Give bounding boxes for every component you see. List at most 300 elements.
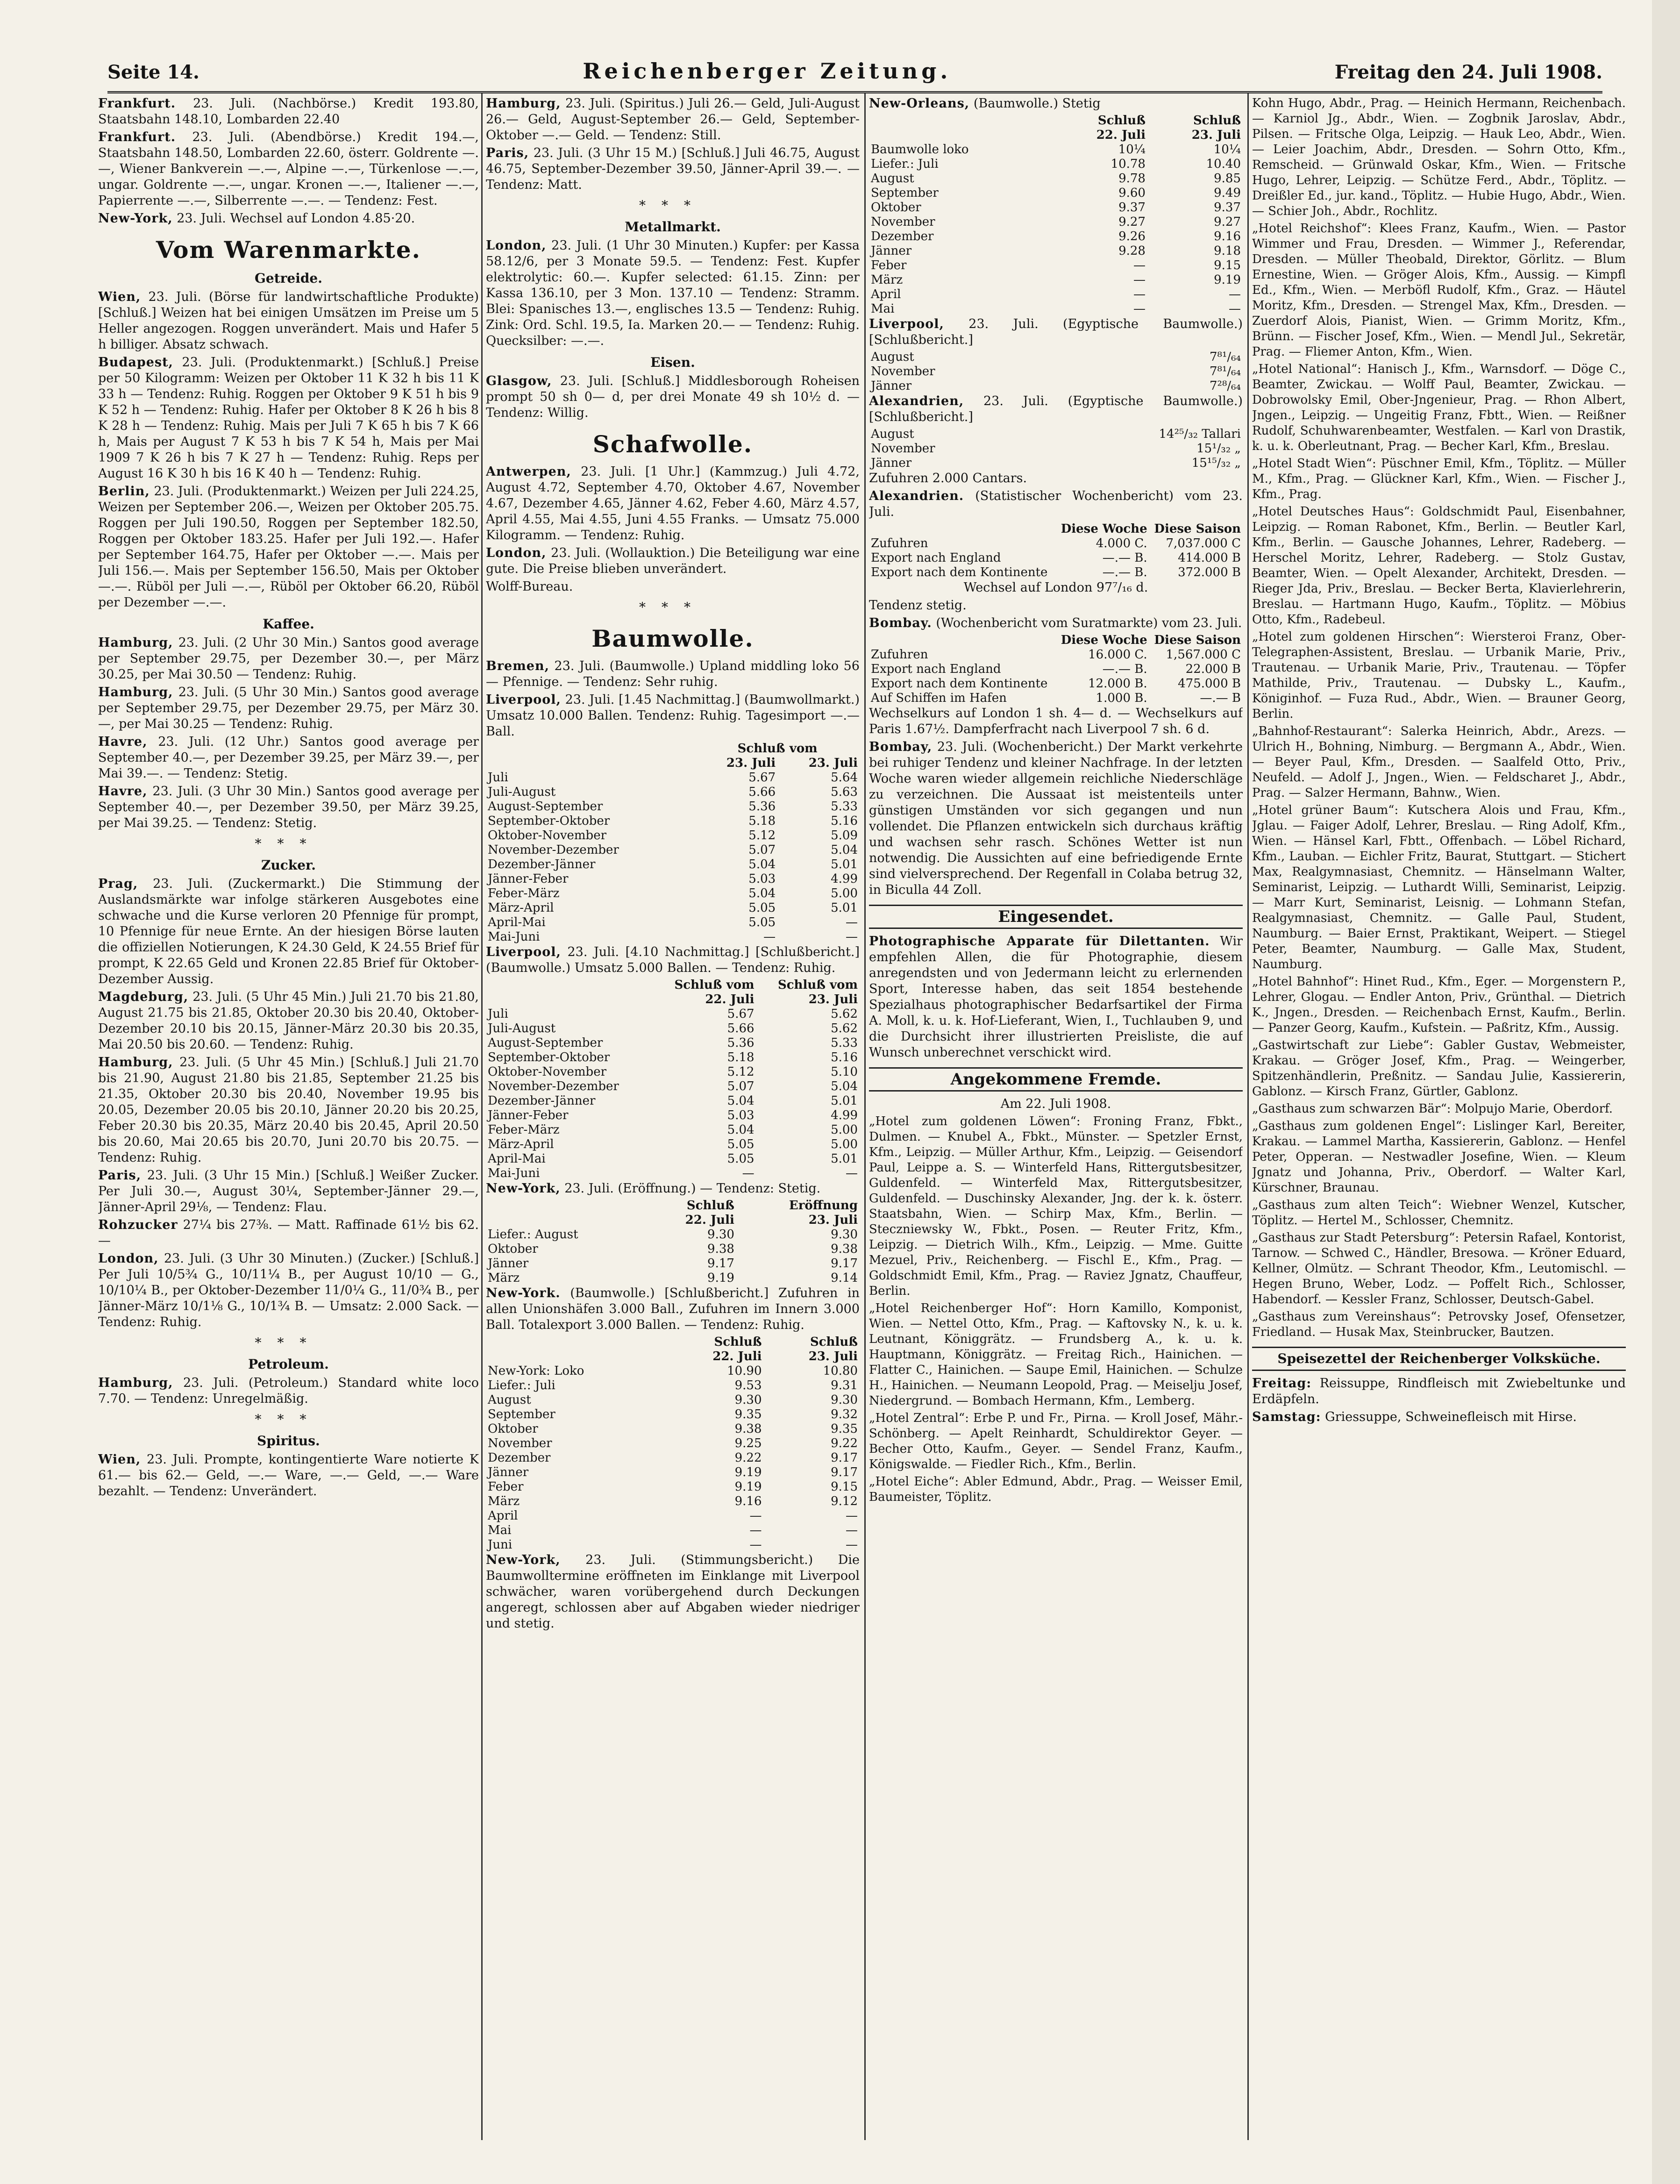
row-label: November-Dezember — [488, 843, 619, 857]
row-label: April — [871, 287, 901, 301]
table-row — [486, 1152, 860, 1166]
row-label: März-April — [488, 901, 554, 915]
price-cell: 10.40 — [1206, 157, 1241, 171]
price-cell: 5.05 — [748, 915, 776, 929]
subsection-title: Zucker. — [261, 857, 316, 873]
price-cell: — — [749, 1523, 762, 1537]
price-cell: 5.04 — [831, 843, 858, 857]
table-row — [869, 287, 1243, 302]
list-date: Am 22. Juli 1908. — [1000, 1097, 1111, 1111]
report-item: New-Orleans, (Baumwolle.) Stetig — [869, 96, 1101, 111]
price-cell: 5.01 — [831, 1152, 858, 1166]
row-label: Oktober-November — [488, 828, 607, 842]
table-row — [486, 886, 860, 901]
price-cell: 5.66 — [727, 1021, 755, 1035]
price-cell: 12.000 B. — [1088, 677, 1147, 691]
row-label: März — [871, 273, 903, 287]
price-cell: 9.17 — [707, 1256, 734, 1270]
price-cell: —.— B — [1200, 691, 1241, 705]
masthead — [107, 58, 1602, 93]
price-cell: — — [846, 1166, 858, 1180]
row-label: Zufuhren — [871, 536, 928, 550]
table-row — [869, 186, 1243, 200]
table-row — [869, 350, 1243, 364]
report-item: Paris, 23. Juli. (3 Uhr 15 M.) [Schluß.] Juli 46.75, August 46.75, September-Dezember 39.50, Jänner-April 39.—. — Tendenz: Matt. — [486, 146, 860, 192]
price-cell: 9.19 — [707, 1271, 734, 1285]
price-cell: 5.16 — [831, 814, 858, 828]
table-row — [486, 1007, 860, 1021]
report-item: Paris, 23. Juli. (3 Uhr 15 Min.) [Schluß.] Weißer Zucker. Per Juli 30.—, August 30¼, September-Jänner 29.—, Jänner-April 29⅛, — Tendenz: Flau. — [98, 1168, 479, 1214]
price-cell: 5.05 — [727, 1152, 755, 1166]
table-row — [869, 691, 1243, 706]
price-cell: 16.000 C. — [1088, 648, 1147, 662]
report-item: Alexandrien, 23. Juli. (Egyptische Baumwolle.) [Schlußbericht.] — [869, 394, 1243, 424]
row-label: Mai — [488, 1523, 512, 1537]
price-cell: 5.03 — [748, 872, 776, 886]
report-item: Bombay, 23. Juli. (Wochenbericht.) Der Markt verkehrte bei ruhiger Tendenz und kleiner Nachfrage. In der letzten Woche waren wieder allgemein reichliche Niederschläge zu verzeichnen. Die Aussaat ist meistenteils unter günstigen Umständen vor sich gegangen und nun vollendet. Die Pflanzen entwickeln sich durchaus kräftig und wachsen sehr rasch. Schönes Wetter ist nun notwendig. Die Aussichten auf eine befriedigende Ernte sind vielversprechend. Der Regenfall in Colaba betrug 32, in Bicullа 44 Zoll. — [869, 740, 1243, 897]
price-cell: 9.30 — [831, 1393, 858, 1407]
price-cell: 5.62 — [831, 1021, 858, 1035]
price-cell: 5.01 — [831, 1094, 858, 1108]
row-label: April-Mai — [488, 915, 546, 929]
row-label: April-Mai — [488, 1152, 546, 1166]
row-label: Juni — [488, 1538, 513, 1552]
advertisement: Photographische Apparate für Dilettanten. Wir empfehlen Allen, die für Photographie, diesem anregendsten und von Jedermann leicht zu erlernenden Sport, Interesse haben, das seit 1854 bestehende Spezialhaus photographischer Bedarfsartikel der Firma A. Moll, k. u. k. Hof-Lieferant, Wien, I., Tuchlauben 9, und die Durchsicht ihrer illustrierten Preisliste, die auf Wunsch unberechnet verschickt wird. — [869, 934, 1243, 1060]
report-item: London, 23. Juli. (3 Uhr 30 Minuten.) (Zucker.) [Schluß.] Per Juli 10/5¾ G., 10/11¼ B., per August 10/10 — G., 10/10¼ B., per Oktober-Dezember 11/0¼ G., 11/0¾ B., per Jänner-März 10/1⅛ G., 10/1¾ B. — Umsatz: 2.000 Sack. — Tendenz: Ruhig. — [98, 1251, 479, 1329]
table-row — [486, 771, 860, 785]
price-cell: 4.000 C. — [1096, 536, 1147, 550]
row-label: Liefer.: Juli — [871, 157, 939, 171]
table-row — [486, 1166, 860, 1181]
row-label: Dezember-Jänner — [488, 1094, 596, 1108]
price-cell: 9.38 — [734, 1422, 762, 1436]
price-cell: — — [1229, 287, 1241, 301]
price-cell: 10.78 — [1111, 157, 1146, 171]
row-label: August — [871, 427, 914, 441]
report-item: Budapest, 23. Juli. (Produktenmarkt.) [Schluß.] Preise per 50 Kilogramm: Weizen per Oktober 11 K 32 h bis 11 K 33 h — Tendenz: Ruhig. Roggen per Oktober 9 K 51 h bis 9 K 52 h — Tendenz: Ruhig. Hafer per Oktober 8 K 26 h bis 8 K 28 h — Tendenz: Ruhig. Mais per Juli 7 K 65 h bis 7 K 66 h, Mais per August 7 K 53 h bis 7 K 54 h, Mais per Mai 1909 7 K 26 h bis 7 K 27 h — Tendenz: Ruhig. Reps per August 16 K 30 h bis 16 K 40 h — Tendenz: Ruhig. — [98, 355, 479, 481]
row-label: Auf Schiffen im Hafen — [871, 691, 1007, 705]
section-title: Schafwolle. — [592, 430, 753, 458]
row-label: November — [871, 215, 935, 229]
price-cell: — — [742, 1166, 755, 1180]
table-row — [486, 1393, 860, 1407]
price-cell: 5.33 — [831, 1036, 858, 1050]
table-row — [486, 872, 860, 886]
row-label: November — [871, 364, 935, 378]
row-label: August-September — [488, 1036, 603, 1050]
table-row — [869, 273, 1243, 287]
row-label: September-Oktober — [488, 1050, 610, 1064]
price-table: Diese Woche Diese Saison Zufuhren 4.000 C. 7,037.000 C Export nach England —.— B. 414.000 B Export nach dem Kontinente —.— B. 372.000 B — [869, 522, 1243, 580]
price-cell: — — [1133, 287, 1146, 301]
row-label: August — [488, 1393, 531, 1407]
table-row — [486, 1108, 860, 1123]
price-cell: 9.17 — [831, 1256, 858, 1270]
table-row — [486, 915, 860, 930]
guest-list: „Hotel zum goldenen Löwen“: Froning Franz, Fbkt., Dulmen. — Knubel A., Fbkt., Münster. — Spetzler Ernst, Kfm., Leipzig. — Müller Arthur, Kfm., Leipzig. — Geisendorf Paul, Leippe a. S. — Winterfeld Hans, Rittergutsbesitzer, Guldenfeld. — Winterfeld Max, Rittergutsbesitzer, Guldenfeld. — Duschinsky Alexander, Jng. der k. k. österr. Staatsbahn, Wien. — Schirp Max, Kfm., Berlin. — Steczniewsky W., Fbkt., Posen. — Reuter Fritz, Kfm., Leipzig. — Dietrich Wilh., Kfm., Leipzig. — Mme. Guitte Mezuel, Priv., Reichenberg. — Fischl E., Kfm., Prag. — Goldschmidt Emil, Kfm., Prag. — Raviez Jgnatz, Chauffeur, Berlin. — [869, 1114, 1243, 1298]
price-cell: 10¼ — [1118, 143, 1146, 157]
subsection-title: Petroleum. — [248, 1356, 329, 1372]
row-label: Dezember — [871, 229, 934, 243]
table-row — [869, 244, 1243, 258]
guest-list: „Hotel Reichenberger Hof“: Horn Kamillo, Komponist, Wien. — Nettel Otto, Kfm., Prag. — Kaftovsky N., k. u. k. Leutnant, Königgrätz. — Frundsberg A., k. u. k. Hauptmann, Königgrätz. — Freitag Rich., Hainichen. — Flatter C., Hainichen. — Saupe Emil, Hainichen. — Schulze H., Hainichen. — Neumann Leopold, Prag. — Meiselju Josef, Niedergrund. — Bombach Hermann, Kfm., Lemberg. — [869, 1301, 1243, 1408]
row-label: Juli-August — [488, 1021, 556, 1035]
price-table: Diese Woche Diese Saison Zufuhren 16.000 C. 1,567.000 C Export nach England —.— B. 22.000 B Export nach dem Kontinente 12.000 B. 475.000 B Auf Schiffen im Hafen 1.000 B. —.— B — [869, 633, 1243, 706]
guest-list: „Bahnhof-Restaurant“: Salerka Heinrich, Abdr., Arezs. — Ulrich H., Bohning, Nimburg. — Bergmann A., Abdr., Wien. — Beyer Paul, Kfm., Dresden. — Saalfeld Otto, Priv., Neufeld. — Adolf J., Jngen., Wien. — Feldscharet J., Abdr., Prag. — Salzer Hermann, Bahnw., Wien. — [1252, 724, 1626, 800]
row-label: September — [871, 186, 939, 200]
report-item: Frankfurt. 23. Juli. (Nachbörse.) Kredit 193.80, Staatsbahn 148.10, Lombarden 22.40 — [98, 96, 479, 127]
row-label: Juli — [488, 771, 508, 785]
price-cell: 7⁸¹/₆₄ — [1210, 364, 1241, 378]
price-cell: 9.32 — [831, 1407, 858, 1421]
price-cell: 7²⁸/₆₄ — [1210, 379, 1241, 393]
row-label: Jänner — [488, 1256, 529, 1270]
row-label: Liefer.: August — [488, 1228, 578, 1242]
price-cell: 9.38 — [707, 1242, 734, 1256]
report-item: Frankfurt. 23. Juli. (Abendbörse.) Kredit 194.—, Staatsbahn 148.50, Lombarden 22.60, österr. Goldrente —.—, Wiener Bankverein —.—, Alpine —.—, Türkenlose —.—, ungar. Goldrente —.—, ungar. Kronen —.—, Italiener —.—, Papierrente —.—, Silberrente —.—. — Tendenz: Fest. — [98, 130, 479, 208]
price-cell: 4.99 — [831, 1108, 858, 1122]
subsection-title: Getreide. — [254, 271, 322, 286]
guest-list: „Hotel grüner Baum“: Kutschera Alois und Frau, Kfm., Jglau. — Faiger Adolf, Lehrer, Breslau. — Ring Adolf, Kfm., Wien. — Hänsel Karl, Fbtt., Offenbach. — Löbel Richard, Kfm., Lauban. — Eichler Fritz, Baurat, Stuttgart. — Stichert Max, Realgymnasiast, Chemnitz. — Hänselmann Walter, Seminarist, Leipzig. — Luthardt Willi, Seminarist, Leipzig. — Marr Kurt, Seminarist, Leisnig. — Lohmann Stefan, Realgymnasiast, Chemnitz. — Galle Paul, Student, Naumburg. — Baier Ernst, Praktikant, Weipert. — Stiegel Peter, Beamter, Naumburg. — Galle Max, Student, Naumburg. — [1252, 803, 1626, 971]
report-item: Bombay. (Wochenbericht vom Suratmarkte) vom 23. Juli. — [869, 616, 1242, 630]
price-cell: 5.00 — [831, 886, 858, 900]
row-label: Oktober — [488, 1422, 538, 1436]
price-cell: 9.78 — [1118, 171, 1146, 186]
table-row — [486, 1480, 860, 1494]
guest-list: Kohn Hugo, Abdr., Prag. — Heinich Hermann, Reichenbach. — Karniol Jg., Abdr., Wien. — Zogbnik Jaroslav, Abdr., Pilsen. — Fritsche Olga, Leipzig. — Hauk Leo, Abdr., Wien. — Leier Joachim, Abdr., Dresden. — Sohrn Otto, Kfm., Remscheid. — Grünwald Oskar, Kfm., Wien. — Fritsche Hugo, Lehrer, Leipzig. — Schütze Ferd., Abdr., Töplitz. — Dreißler Ed., jur. kand., Töplitz. — Hubie Hugo, Abdr., Wien. — Schier Joh., Abdr., Rochlitz. — [1252, 96, 1626, 218]
table-row — [869, 200, 1243, 215]
price-cell: 5.07 — [748, 843, 776, 857]
price-cell: — — [1133, 258, 1146, 272]
price-cell: 9.60 — [1118, 186, 1146, 200]
guest-list: „Hotel Stadt Wien“: Püschner Emil, Kfm., Töplitz. — Müller M., Kfm., Prag. — Glückner Karl, Kfm., Wien. — Fischer J., Kfm., Prag. — [1252, 457, 1626, 501]
report-item: Magdeburg, 23. Juli. (5 Uhr 45 Min.) Juli 21.70 bis 21.80, August 21.75 bis 21.85, Oktober 20.30 bis 20.40, Oktober-Dezember 20.10 bis 20.15, Jänner-März 20.30 bis 20.35, Mai 20.50 bis 20.60. — Tendenz: Ruhig. — [98, 990, 479, 1052]
price-cell: 5.36 — [727, 1036, 755, 1050]
row-label: November — [871, 442, 935, 456]
table-row — [869, 171, 1243, 186]
price-cell: — — [1133, 302, 1146, 316]
table-row — [869, 229, 1243, 244]
report-item: Hamburg, 23. Juli. (2 Uhr 30 Min.) Santos good average per September 29.75, per Dezember 30.—, per März 30.25, per Mai 30.50 — Tendenz: Ruhig. — [98, 635, 479, 682]
table-row — [486, 1036, 860, 1050]
row-label: Feber-März — [488, 1123, 560, 1137]
table-row — [486, 1538, 860, 1552]
table-row — [486, 930, 860, 944]
report-item: Berlin, 23. Juli. (Produktenmarkt.) Weizen per Juli 224.25, Weizen per September 206.—, Weizen per Oktober 205.75. Roggen per Juli 190.50, Roggen per September 182.50, Roggen per Oktober 183.25. Hafer per Juli 192.—. Hafer per September 164.75, Hafer per Oktober —.—. Mais per Juli 156.—. Mais per September 156.50, Mais per Oktober —.—. Rüböl per Juli —.—, Rüböl per Oktober 66.20, Rüböl per Dezember —.—. — [98, 484, 479, 610]
report-item: London, 23. Juli. (1 Uhr 30 Minuten.) Kupfer: per Kassa 58.12/6, per 3 Monate 59.5. — Tendenz: Fest. Kupfer elektrolytic: 60.—. Kupfer selected: 61.15. Zinn: per Kassa 136.10, per 3 Mon. 137.10 — Tendenz: Stramm. Blei: Spanisches 13.—, englisches 13.5 — Tendenz: Ruhig. Zink: Ord. Schl. 19.5, Ia. Marken 20.— — Tendenz: Ruhig. Quecksilber: —.—. — [486, 238, 860, 348]
row-label: Oktober — [488, 1242, 538, 1256]
price-cell: 9.12 — [831, 1494, 858, 1508]
table-row — [486, 857, 860, 872]
price-cell: 9.19 — [734, 1465, 762, 1479]
price-cell: 10.90 — [727, 1364, 762, 1378]
table-row — [486, 1509, 860, 1523]
price-cell: 9.37 — [1118, 200, 1146, 214]
price-cell: 9.38 — [831, 1242, 858, 1256]
row-label: Jänner — [488, 1465, 529, 1479]
price-cell: 9.37 — [1214, 200, 1241, 214]
price-cell: 9.35 — [734, 1407, 762, 1421]
report-item: Havre, 23. Juli. (12 Uhr.) Santos good average per September 40.—, per Dezember 39.25, per März 39.—, per Mai 39.—. — Tendenz: Stetig. — [98, 735, 479, 781]
guest-list: „Hotel Deutsches Haus“: Goldschmidt Paul, Eisenbahner, Leipzig. — Roman Rabonet, Kfm., Berlin. — Beutler Karl, Kfm., Berlin. — Gausche Johannes, Lehrer, Radeberg. — Herschel Moritz, Lehrer, Radeberg. — Stolz Gustav, Beamter, Wien. — Opelt Alexander, Architekt, Dresden. — Rieger Jda, Priv., Breslau. — Becker Berta, Klavierlehrerin, Breslau. — Hartmann Hugo, Kaufm., Töplitz. — Möbius Otto, Kfm., Radebeul. — [1252, 505, 1626, 627]
menu-item: Samstag: Griessuppe, Schweinefleisch mit Hirse. — [1252, 1410, 1577, 1424]
price-cell: 5.18 — [727, 1050, 755, 1064]
price-cell: 5.16 — [831, 1050, 858, 1064]
guest-list: „Hotel Reichshof“: Klees Franz, Kaufm., Wien. — Pastor Wimmer und Frau, Dresden. — Wimmer J., Referendar, Dresden. — Müller Theobald, Direktor, Görlitz. — Blum Ernestine, Wien. — Gröger Alois, Kfm., Aussig. — Kimpfl Ed., Kfm., Wien. — Merböfl Rudolf, Kfm., Graz. — Häutel Moritz, Kfm., Dresden. — Strengel Max, Kfm., Dresden. — Zuerdorf Alois, Pianist, Wien. — Grimm Moritz, Kfm., Brünn. — Fischer Josef, Kfm., Wien. — Mendl Jul., Sekretär, Prag. — Fliemer Anton, Kfm., Wien. — [1252, 221, 1626, 359]
table-row — [486, 1364, 860, 1378]
table-row — [486, 1094, 860, 1108]
price-cell: 1.000 B. — [1096, 691, 1147, 705]
price-table: Schluß Eröffnung 22. Juli 23. Juli Liefer.: August 9.30 9.30 Oktober 9.38 9.38 Jänner 9.17 9.17 März 9.19 9.14 — [486, 1199, 860, 1285]
report-item: Hamburg, 23. Juli. (5 Uhr 45 Min.) [Schluß.] Juli 21.70 bis 21.90, August 21.80 bis 21.85, September 21.25 bis 21.35, Oktober 20.30 bis 20.40, November 19.95 bis 20.05, Dezember 20.05 bis 20.10, Jänner 20.20 bis 20.25, Feber 20.30 bis 20.35, März 20.40 bis 20.45, April 20.50 bis 20.60, Mai 20.65 bis 20.70, Juni 20.70 bis 20.75. — Tendenz: Ruhig. — [98, 1055, 479, 1165]
column-4 — [1252, 96, 1626, 2142]
price-cell: 9.49 — [1214, 186, 1241, 200]
row-label: Mai — [871, 302, 895, 316]
report-item: Liverpool, 23. Juli. (Egyptische Baumwolle.) [Schlußbericht.] — [869, 317, 1243, 347]
price-cell: 5.05 — [727, 1137, 755, 1151]
table-row — [486, 1271, 860, 1285]
row-label: Jänner — [871, 244, 912, 258]
column-rule — [481, 93, 483, 2140]
table-row — [486, 1256, 860, 1271]
price-cell: 9.15 — [831, 1480, 858, 1494]
table-row — [486, 1465, 860, 1480]
price-cell: — — [749, 1538, 762, 1552]
report-item: Hamburg, 23. Juli. (Spiritus.) Juli 26.— Geld, Juli-August 26.— Geld, August-September 26.— Geld, September-Oktober —.— Geld. — Tendenz: Still. — [486, 96, 860, 143]
price-cell: 9.30 — [831, 1228, 858, 1242]
price-cell: 9.35 — [831, 1422, 858, 1436]
table-row — [486, 1436, 860, 1451]
report-item: Hamburg, 23. Juli. (5 Uhr 30 Min.) Santos good average per September 29.75, per Dezember 29.75, per März 30.—, per Mai 30.25 — Tendenz: Ruhig. — [98, 685, 479, 731]
table-row — [869, 157, 1243, 171]
table-row — [486, 1123, 860, 1137]
price-cell: 5.10 — [831, 1065, 858, 1079]
price-cell: — — [763, 930, 776, 944]
row-label: Jänner — [871, 379, 912, 393]
price-cell: 4.99 — [831, 872, 858, 886]
report-item: London, 23. Juli. (Wollauktion.) Die Beteiligung war eine gute. Die Preise blieben unverändert. — [486, 546, 860, 576]
row-label: New-York: Loko — [488, 1364, 584, 1378]
report-item: Liverpool, 23. Juli. [1.45 Nachmittag.] (Baumwollmarkt.) Umsatz 10.000 Ballen. Tendenz: Ruhig. Tagesimport —.— Ball. — [486, 692, 860, 739]
price-cell: 7,037.000 C — [1166, 536, 1241, 550]
row-label: Export nach England — [871, 551, 1001, 565]
guest-list: „Gastwirtschaft zur Liebe“: Gabler Gustav, Webmeister, Krakau. — Gröger Josef, Kfm., Prag. — Weingerber, Spitzenhändlerin, Preßnitz. — Sandau Julie, Kassiererin, Gablonz. — Kirsch Franz, Gürtler, Gablonz. — [1252, 1038, 1626, 1099]
price-cell: 5.66 — [748, 785, 776, 799]
report-item: Bremen, 23. Juli. (Baumwolle.) Upland middling loko 56— Pfennige. — Tendenz: Sehr ruhig. — [486, 659, 860, 689]
price-cell: 9.53 — [734, 1378, 762, 1392]
table-row — [486, 1021, 860, 1036]
column-rule — [864, 93, 866, 2140]
price-cell: — — [1229, 302, 1241, 316]
table-row — [869, 565, 1243, 580]
price-cell: 5.18 — [748, 814, 776, 828]
row-label: März-April — [488, 1137, 554, 1151]
price-cell: 9.17 — [831, 1451, 858, 1465]
row-label: Juli-August — [488, 785, 556, 799]
table-row — [486, 785, 860, 799]
table-row — [869, 143, 1243, 157]
row-label: Oktober-November — [488, 1065, 607, 1079]
guest-list: „Hotel zum goldenen Hirschen“: Wiersteroi Franz, Ober-Telegraphen-Assistent, Breslau. — Urbanik Marie, Priv., Trautenau. — Urbanik Marie, Priv., Trautenau. — Töpfer Mathilde, Priv., Trautenau. — Dubsky L., Kaufm., Königinhof. — Fuza Rud., Abdr., Wien. — Brauner Georg, Berlin. — [1252, 630, 1626, 721]
row-label: Mai-Juni — [488, 1166, 540, 1180]
table-row — [486, 1242, 860, 1256]
subsection-title: Eisen. — [650, 355, 695, 370]
price-cell: — — [846, 1538, 858, 1552]
report-item: Hamburg, 23. Juli. (Petroleum.) Standard white loco 7.70. — Tendenz: Unregelmäßig. — [98, 1376, 479, 1406]
newspaper-title: Reichenberger Zeitung. — [583, 58, 952, 84]
row-label: Jänner-Feber — [488, 1108, 569, 1122]
price-cell: 10¼ — [1213, 143, 1241, 157]
price-cell: 9.22 — [734, 1451, 762, 1465]
report-item: New-York. (Baumwolle.) [Schlußbericht.] Zufuhren in allen Unionshäfen 3.000 Ball., Zufuhren im Innern 3.000 Ball. Totalexport 3.000 Ballen. — Tendenz: Ruhig. — [486, 1286, 860, 1332]
table-row — [486, 901, 860, 915]
menu-item: Freitag: Reissuppe, Rindfleisch mit Zwiebeltunke und Erdäpfeln. — [1252, 1376, 1626, 1406]
column-rule — [1247, 93, 1249, 2140]
row-label: Export nach England — [871, 662, 1001, 676]
table-row — [486, 1079, 860, 1094]
guest-list: „Hotel Bahnhof“: Hinet Rud., Kfm., Eger. — Morgenstern P., Lehrer, Glogau. — Endler Anton, Priv., Grünthal. — Dietrich K., Jngen., Dresden. — Reichenbach Ernst, Kaufm., Berlin. — Panzer Georg, Kaufm., Kufstein. — Paßritz, Kfm., Aussig. — [1252, 975, 1626, 1035]
price-cell: 5.67 — [727, 1007, 755, 1021]
guest-list: „Gasthaus zum goldenen Engel“: Lislinger Karl, Bereiter, Krakau. — Lammel Martha, Kassiererin, Gablonz. — Henfel Peter, Opperan. — Nestwadler Josefine, Wien. — Kleum Jgnatz und Johanna, Priv., Oberdorf. — Walter Karl, Kürschner, Braunau. — [1252, 1119, 1626, 1195]
guest-list: „Hotel Zentral“: Erbe P. und Fr., Pirna. — Kroll Josef, Mähr.-Schönberg. — Apelt Reinhardt, Schuldirektor Geyer. — Becher Otto, Kaufm., Geyer. — Sendel Franz, Kaufm., Königswalde. — Fiedler Rich., Kfm., Berlin. — [869, 1411, 1243, 1471]
price-table — [869, 350, 1243, 393]
row-label: März — [488, 1271, 520, 1285]
price-cell: 9.28 — [1118, 244, 1146, 258]
price-cell: 414.000 B — [1178, 551, 1241, 565]
price-cell: 9.22 — [831, 1436, 858, 1450]
row-label: Export nach dem Kontinente — [871, 677, 1048, 691]
table-row — [869, 456, 1243, 471]
table-row — [869, 662, 1243, 677]
column-3 — [869, 96, 1243, 2142]
price-cell: 5.36 — [748, 799, 776, 814]
page-number: Seite 14. — [107, 61, 199, 83]
table-row — [869, 427, 1243, 442]
row-label: September-Oktober — [488, 814, 610, 828]
row-label: Feber — [488, 1480, 524, 1494]
report-item: Wien, 23. Juli. Prompte, kontingentierte Ware notierte K 61.— bis 62.— Geld, —.— Ware, —.— Geld, —.— Ware bezahlt. — Tendenz: Unverändert. — [98, 1452, 479, 1499]
price-cell: 5.67 — [748, 771, 776, 785]
price-cell: — — [1133, 273, 1146, 287]
price-cell: 1,567.000 C — [1166, 648, 1241, 662]
price-cell: 5.62 — [831, 1007, 858, 1021]
price-cell: 9.19 — [1214, 273, 1241, 287]
table-row — [486, 814, 860, 828]
table-row — [486, 1451, 860, 1465]
price-cell: —.— B. — [1102, 565, 1147, 579]
price-cell: 5.03 — [727, 1108, 755, 1122]
price-cell: 5.01 — [831, 857, 858, 871]
report-note: Zufuhren 2.000 Cantars. — [869, 471, 1027, 485]
guest-list: „Hotel Eiche“: Abler Edmund, Abdr., Prag. — Weisser Emil, Baumeister, Töplitz. — [869, 1475, 1243, 1504]
price-cell: —.— B. — [1102, 551, 1147, 565]
row-label: Zufuhren — [871, 648, 928, 662]
section-title: Baumwolle. — [591, 625, 754, 652]
table-row — [869, 258, 1243, 273]
row-label: Feber — [871, 258, 907, 272]
row-label: Jänner — [871, 456, 912, 470]
table-row — [869, 364, 1243, 379]
stock-reports — [98, 96, 479, 227]
price-cell: 475.000 B — [1178, 677, 1241, 691]
section-title: Angekommene Fremde. — [869, 1067, 1243, 1092]
price-cell: — — [846, 930, 858, 944]
price-cell: 5.05 — [748, 901, 776, 915]
price-cell: 22.000 B — [1185, 662, 1241, 676]
report-item: Rohzucker 27¼ bis 27⅜. — Matt. Raffinade 61½ bis 62.— — [98, 1218, 479, 1248]
price-cell: — — [846, 1509, 858, 1523]
row-label: Baumwolle loko — [871, 143, 969, 157]
report-item: Liverpool, 23. Juli. [4.10 Nachmittag.] [Schlußbericht.] (Baumwolle.) Umsatz 5.000 Ballen. — Tendenz: Ruhig. — [486, 945, 860, 975]
section-title: Speisezettel der Reichenberger Volksküche. — [1252, 1347, 1626, 1371]
guest-list: „Gasthaus zur Stadt Petersburg“: Petersin Rafael, Kontorist, Tarnow. — Schwed C., Händler, Bresowa. — Kröner Eduard, Kellner, Olmütz. — Schrant Theodor, Kfm., Leutomischl. — Hegen Bruno, Weber, Lodz. — Poffelt Rich., Schlosser, Habendorf. — Kessler Franz, Schlosser, Deutsch-Gabel. — [1252, 1231, 1626, 1306]
row-label: September — [488, 1407, 555, 1421]
row-label: Export nach dem Kontinente — [871, 565, 1048, 579]
table-row — [486, 1378, 860, 1393]
table-row — [869, 442, 1243, 456]
row-label: Feber-März — [488, 886, 560, 900]
price-cell: — — [846, 1523, 858, 1537]
table-row — [869, 215, 1243, 229]
table-row — [869, 379, 1243, 393]
subsection-title: Kaffee. — [263, 616, 314, 632]
table-row — [486, 1228, 860, 1242]
price-cell: 7⁸¹/₆₄ — [1210, 350, 1241, 364]
price-cell: 5.04 — [727, 1094, 755, 1108]
price-cell: — — [749, 1509, 762, 1523]
price-cell: 9.18 — [1214, 244, 1241, 258]
price-cell: 9.85 — [1214, 171, 1241, 186]
report-item: Antwerpen, 23. Juli. [1 Uhr.] (Kammzug.) Juli 4.72, August 4.72, September 4.70, Oktober 4.67, November 4.67, Dezember 4.65, Jänner 4.62, Feber 4.60, März 4.57, April 4.55, Mai 4.55, Juni 4.55 Franks. — Umsatz 75.000 Kilogramm. — Tendenz: Ruhig. — [486, 464, 860, 542]
price-cell: 9.26 — [1118, 229, 1146, 243]
source-credit: Wolff-Bureau. — [486, 579, 573, 594]
price-cell: 9.14 — [831, 1271, 858, 1285]
price-cell: — — [846, 915, 858, 929]
price-table: Schluß Schluß 22. Juli 23. Juli New-York: Loko 10.90 10.80 Liefer.: Juli 9.53 9.31 August 9.30 9.30 September 9.35 9.32 Oktober 9.38 9.35 November 9.25 9.22 Dezember 9.22 9.17 Jänner 9.19 9.17 Feber 9.19 9.15 März 9.16 9.12 April — — Mai — — Juni — — — [486, 1335, 860, 1552]
price-cell: 10.80 — [823, 1364, 858, 1378]
price-cell: 9.16 — [1214, 229, 1241, 243]
report-item: Glasgow, 23. Juli. [Schluß.] Middlesborough Roheisen prompt 50 sh 0— d, per drei Monate 49 sh 10½ d. — Tendenz: Willig. — [486, 374, 860, 420]
row-label: April — [488, 1509, 518, 1523]
row-label: Oktober — [871, 200, 921, 214]
page-edge — [1652, 0, 1680, 2184]
price-cell: 9.31 — [831, 1378, 858, 1392]
table-row — [486, 1050, 860, 1065]
section-divider: *** — [639, 600, 706, 615]
price-cell: 14²⁵/₃₂ Tallari — [1159, 427, 1241, 441]
price-table: Schluß Schluß 22. Juli 23. Juli Baumwolle loko 10¼ 10¼ Liefer.: Juli 10.78 10.40 August 9.78 9.85 September 9.60 9.49 Oktober 9.37 9.37 November 9.27 9.27 Dezember 9.26 9.16 Jänner 9.28 9.18 Feber — 9.15 März — 9.19 April — — Mai — — — [869, 114, 1243, 316]
table-row — [486, 843, 860, 857]
row-label: Mai-Juni — [488, 930, 540, 944]
table-row — [869, 551, 1243, 565]
row-label: November — [488, 1436, 552, 1450]
guest-list: „Gasthaus zum alten Teich“: Wiebner Wenzel, Kutscher, Töplitz. — Hertel M., Schlosser, Chemnitz. — [1252, 1198, 1626, 1228]
price-cell: —.— B. — [1102, 662, 1147, 676]
issue-date: Freitag den 24. Juli 1908. — [1334, 61, 1602, 83]
report-item: Wien, 23. Juli. (Börse für landwirtschaftliche Produkte) [Schluß.] Weizen hat bei einigen Umsätzen im Preise um 5 Heller angezogen. Roggen unverändert. Mais und Hafer 5 h billiger. Absatz schwach. — [98, 290, 479, 352]
table-row — [869, 536, 1243, 551]
price-cell: 9.30 — [707, 1228, 734, 1242]
price-cell: 5.01 — [831, 901, 858, 915]
subsection-title: Metallmarkt. — [625, 219, 721, 235]
price-cell: 5.04 — [748, 857, 776, 871]
row-label: Jänner-Feber — [488, 872, 569, 886]
report-note: Wechsel auf London 97⁷/₁₆ d. — [963, 580, 1148, 595]
guest-list: „Gasthaus zum Vereinshaus“: Petrovsky Josef, Ofensetzer, Friedland. — Husak Max, Steinbrucker, Bautzen. — [1252, 1310, 1626, 1339]
row-label: Juli — [488, 1007, 508, 1021]
price-cell: 5.12 — [748, 828, 776, 842]
table-row — [486, 828, 860, 843]
